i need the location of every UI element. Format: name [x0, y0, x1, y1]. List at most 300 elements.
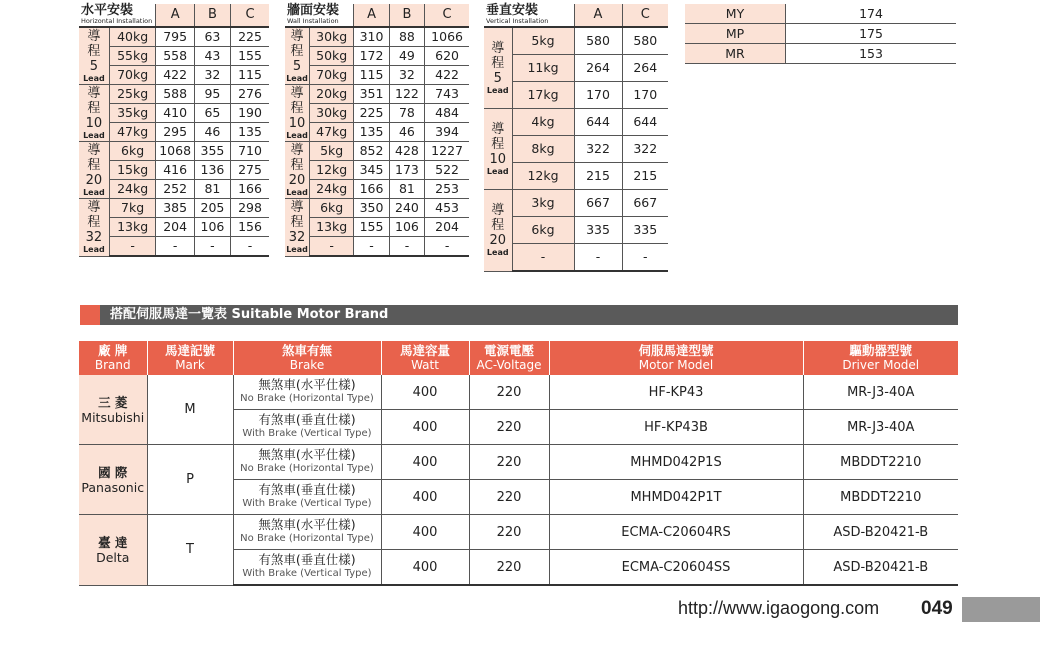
voltage-cell: 220: [469, 410, 549, 445]
lead-label-char: 導: [491, 41, 505, 56]
value-cell-c: 166: [231, 180, 270, 199]
moment-value: 175: [786, 24, 957, 44]
load-weight-cell: 30kg: [310, 104, 354, 123]
brake-zh: 有煞車(垂直仕樣): [258, 482, 356, 497]
column-header: A: [574, 4, 622, 27]
value-cell-a: 310: [354, 27, 389, 47]
lead-unit-label: Lead: [486, 86, 509, 95]
lead-unit-label: Lead: [286, 74, 308, 83]
value-cell-c: 204: [425, 218, 469, 237]
column-header: C: [425, 4, 469, 27]
section-title: 搭配伺服馬達一覽表 Suitable Motor Brand: [110, 307, 389, 322]
brand-name-zh: 國 際: [98, 464, 128, 480]
value-cell-a: 644: [574, 109, 622, 136]
brake-cell: [233, 550, 381, 586]
value-cell-a: -: [354, 237, 389, 257]
value-cell-a: 345: [354, 161, 389, 180]
value-cell-b: 32: [389, 66, 424, 85]
load-weight-cell: 25kg: [109, 85, 156, 104]
value-cell-a: 795: [156, 27, 194, 47]
driver-model-cell: MR-J3-40A: [803, 375, 958, 410]
table-row: [285, 27, 469, 47]
value-cell-c: -: [425, 237, 469, 257]
lead-label-char: 程: [290, 101, 304, 116]
table-title-cell: [285, 4, 354, 27]
motor-model-cell: ECMA-C20604RS: [549, 515, 803, 550]
value-cell-a: 385: [156, 199, 194, 218]
load-weight-cell: 5kg: [310, 142, 354, 161]
value-cell-c: 394: [425, 123, 469, 142]
brake-zh: 有煞車(垂直仕樣): [258, 552, 356, 567]
voltage-cell: 220: [469, 375, 549, 410]
load-weight-cell: 17kg: [512, 82, 574, 109]
lead-label-char: 程: [491, 56, 505, 71]
watt-cell: 400: [381, 550, 469, 586]
value-cell-a: 115: [354, 66, 389, 85]
value-cell-c: 276: [231, 85, 270, 104]
lead-label-char: 程: [87, 215, 101, 231]
table-row: [285, 161, 469, 180]
lead-label-char: 20: [489, 233, 507, 249]
lead-label-char: 10: [489, 152, 507, 167]
brake-zh: 無煞車(水平仕樣): [258, 447, 356, 462]
load-weight-cell: 12kg: [512, 163, 574, 190]
watt-cell: 400: [381, 515, 469, 550]
table-row: [285, 142, 469, 161]
table-subtitle: Horizontal Installation: [81, 17, 153, 25]
lead-unit-label: Lead: [83, 188, 105, 197]
load-weight-cell: 24kg: [109, 180, 156, 199]
value-cell-c: 1066: [425, 27, 469, 47]
moment-table: [685, 4, 956, 64]
motor-brand-table: [79, 341, 958, 586]
lead-group-cell: [484, 109, 512, 190]
value-cell-a: 580: [574, 27, 622, 55]
value-cell-a: 204: [156, 218, 194, 237]
load-weight-cell: 7kg: [109, 199, 156, 218]
lead-group-cell: [79, 27, 109, 85]
moment-value: 153: [786, 44, 957, 64]
header-zh: 伺服馬達型號: [638, 343, 714, 358]
brand-cell: [79, 515, 147, 586]
load-weight-cell: 50kg: [310, 47, 354, 66]
voltage-cell: 220: [469, 515, 549, 550]
value-cell-a: 170: [574, 82, 622, 109]
moment-row: [685, 24, 956, 44]
lead-label-char: 導: [290, 29, 304, 44]
lead-label-char: 20: [288, 173, 306, 188]
table-row: [285, 47, 469, 66]
value-cell-c: 484: [425, 104, 469, 123]
moment-label: MP: [685, 24, 786, 44]
table-title-cell: [484, 4, 574, 27]
load-weight-cell: -: [109, 237, 156, 257]
load-weight-cell: 3kg: [512, 190, 574, 217]
value-cell-b: 46: [389, 123, 424, 142]
watt-cell: 400: [381, 410, 469, 445]
table-title-cell: [79, 4, 156, 27]
lead-label-char: 程: [290, 44, 304, 59]
value-cell-a: 852: [354, 142, 389, 161]
brake-zh: 無煞車(水平仕樣): [258, 377, 356, 392]
lead-label-char: 10: [85, 116, 103, 131]
value-cell-b: 65: [194, 104, 230, 123]
value-cell-a: 172: [354, 47, 389, 66]
value-cell-c: 453: [425, 199, 469, 218]
moment-label: MR: [685, 44, 786, 64]
load-weight-cell: 12kg: [310, 161, 354, 180]
motor-table-row: [79, 445, 958, 480]
brake-cell: [233, 410, 381, 445]
lead-label-char: 程: [290, 215, 304, 231]
lead-unit-label: Lead: [83, 245, 105, 255]
value-cell-b: 136: [194, 161, 230, 180]
lead-label-char: 20: [85, 173, 103, 188]
lead-group-cell: [285, 27, 310, 85]
header-en: Motor Model: [638, 358, 714, 372]
value-cell-b: 355: [194, 142, 230, 161]
motor-model-cell: HF-KP43: [549, 375, 803, 410]
header-en: Mark: [175, 358, 205, 372]
value-cell-b: 88: [389, 27, 424, 47]
load-weight-cell: 4kg: [512, 109, 574, 136]
value-cell-a: 225: [354, 104, 389, 123]
table-row: [79, 142, 269, 161]
header-en: Driver Model: [842, 358, 920, 372]
lead-unit-label: Lead: [286, 131, 308, 140]
value-cell-c: 115: [231, 66, 270, 85]
table-row: [285, 123, 469, 142]
motor-model-cell: ECMA-C20604SS: [549, 550, 803, 586]
header-en: Watt: [411, 358, 439, 372]
value-cell-c: 620: [425, 47, 469, 66]
value-cell-c: 156: [231, 218, 270, 237]
page-tab-bar: [962, 597, 1040, 622]
watt-cell: 400: [381, 480, 469, 515]
header-en: AC-Voltage: [476, 358, 542, 372]
table-row: [79, 85, 269, 104]
section-header-bar: [80, 305, 958, 325]
value-cell-c: -: [622, 244, 668, 272]
lead-unit-label: Lead: [286, 188, 308, 197]
page-number: 049: [921, 598, 953, 619]
value-cell-b: 205: [194, 199, 230, 218]
motor-table-header: [147, 341, 233, 375]
column-header: B: [194, 4, 230, 27]
value-cell-a: 1068: [156, 142, 194, 161]
motor-model-cell: MHMD042P1T: [549, 480, 803, 515]
value-cell-b: -: [389, 237, 424, 257]
lead-label-char: 導: [87, 143, 101, 158]
table-row: [484, 163, 668, 190]
load-weight-cell: 8kg: [512, 136, 574, 163]
motor-table-header: [549, 341, 803, 375]
value-cell-c: -: [231, 237, 270, 257]
value-cell-a: 264: [574, 55, 622, 82]
lead-group-cell: [484, 190, 512, 272]
lead-label-char: 程: [87, 158, 101, 173]
brake-en: No Brake (Horizontal Type): [240, 393, 374, 404]
horizontal-load-table: [79, 4, 269, 257]
moment-value: 174: [786, 4, 957, 24]
brake-zh: 無煞車(水平仕樣): [258, 517, 356, 532]
motor-table-row: [79, 515, 958, 550]
load-weight-cell: 11kg: [512, 55, 574, 82]
column-header: B: [389, 4, 424, 27]
brand-cell: [79, 445, 147, 515]
lead-label-char: 5: [89, 59, 99, 74]
lead-label-char: 導: [290, 86, 304, 101]
lead-label-char: 導: [491, 122, 505, 137]
brake-en: With Brake (Vertical Type): [242, 428, 372, 439]
table-row: [484, 55, 668, 82]
table-row: [285, 180, 469, 199]
moment-row: [685, 4, 956, 24]
value-cell-c: 743: [425, 85, 469, 104]
footer-url[interactable]: http://www.igaogong.com: [678, 598, 880, 618]
lead-label-char: 程: [491, 218, 505, 234]
watt-cell: 400: [381, 445, 469, 480]
header-zh: 馬達記號: [164, 343, 215, 358]
brake-en: No Brake (Horizontal Type): [240, 463, 374, 474]
value-cell-b: 81: [194, 180, 230, 199]
table-header-row: [79, 4, 269, 27]
load-weight-cell: 30kg: [310, 27, 354, 47]
brand-name-zh: 臺 達: [98, 534, 128, 550]
load-weight-cell: 24kg: [310, 180, 354, 199]
value-cell-c: 253: [425, 180, 469, 199]
header-zh: 驅動器型號: [849, 343, 912, 358]
value-cell-a: 335: [574, 217, 622, 244]
load-weight-cell: 5kg: [512, 27, 574, 55]
header-zh: 電源電壓: [483, 343, 534, 358]
value-cell-b: 95: [194, 85, 230, 104]
value-cell-a: 215: [574, 163, 622, 190]
column-header: A: [354, 4, 389, 27]
value-cell-c: 522: [425, 161, 469, 180]
table-row: [285, 66, 469, 85]
load-weight-cell: 47kg: [310, 123, 354, 142]
value-cell-c: 1227: [425, 142, 469, 161]
brake-zh: 有煞車(垂直仕樣): [258, 412, 356, 427]
header-en: Brand: [94, 358, 131, 372]
lead-label-char: 程: [87, 44, 101, 59]
table-row: [285, 104, 469, 123]
driver-model-cell: MR-J3-40A: [803, 410, 958, 445]
brand-name-en: Panasonic: [81, 479, 145, 495]
value-cell-a: 351: [354, 85, 389, 104]
motor-table-header: [233, 341, 381, 375]
table-row: [484, 136, 668, 163]
lead-group-cell: [79, 142, 109, 199]
load-weight-cell: -: [310, 237, 354, 257]
lead-label-char: 導: [491, 203, 505, 219]
load-weight-cell: 35kg: [109, 104, 156, 123]
motor-table-header-row: [79, 341, 958, 375]
driver-model-cell: ASD-B20421-B: [803, 550, 958, 586]
header-zh: 廠 牌: [98, 343, 128, 358]
load-weight-cell: 20kg: [310, 85, 354, 104]
value-cell-a: 166: [354, 180, 389, 199]
lead-label-char: 5: [292, 59, 302, 74]
load-weight-cell: 6kg: [310, 199, 354, 218]
column-header: C: [231, 4, 270, 27]
value-cell-c: 215: [622, 163, 668, 190]
value-cell-a: 416: [156, 161, 194, 180]
lead-label-char: 導: [87, 200, 101, 216]
value-cell-a: 588: [156, 85, 194, 104]
column-header: A: [156, 4, 194, 27]
lead-label-char: 10: [288, 116, 306, 131]
load-weight-cell: 47kg: [109, 123, 156, 142]
table-subtitle: Wall Installation: [287, 17, 339, 25]
table-header-row: [484, 4, 668, 27]
lead-label-char: 程: [87, 101, 101, 116]
value-cell-c: 190: [231, 104, 270, 123]
value-cell-a: 155: [354, 218, 389, 237]
voltage-cell: 220: [469, 480, 549, 515]
moment-row: [685, 44, 956, 64]
header-en: Brake: [289, 358, 325, 372]
brake-en: No Brake (Horizontal Type): [240, 533, 374, 544]
lead-label-char: 程: [491, 137, 505, 152]
value-cell-a: -: [574, 244, 622, 272]
value-cell-a: 252: [156, 180, 194, 199]
motor-mark-cell: T: [147, 515, 233, 586]
value-cell-a: 422: [156, 66, 194, 85]
value-cell-b: 428: [389, 142, 424, 161]
value-cell-c: 275: [231, 161, 270, 180]
column-header: C: [622, 4, 668, 27]
value-cell-a: 410: [156, 104, 194, 123]
load-weight-cell: 6kg: [109, 142, 156, 161]
value-cell-a: -: [156, 237, 194, 257]
value-cell-b: 106: [194, 218, 230, 237]
load-weight-cell: 6kg: [512, 217, 574, 244]
value-cell-c: 155: [231, 47, 270, 66]
lead-unit-label: Lead: [286, 245, 308, 255]
value-cell-a: 350: [354, 199, 389, 218]
value-cell-c: 225: [231, 27, 270, 47]
table-row: [79, 199, 269, 218]
table-title: 垂直安裝: [486, 3, 539, 18]
table-row: [285, 85, 469, 104]
brake-cell: [233, 515, 381, 550]
load-weight-cell: 55kg: [109, 47, 156, 66]
brake-en: With Brake (Vertical Type): [242, 568, 372, 579]
table-row: [484, 217, 668, 244]
table-row: [484, 109, 668, 136]
lead-group-cell: [484, 27, 512, 109]
value-cell-c: 580: [622, 27, 668, 55]
table-title: 水平安裝: [81, 3, 134, 18]
value-cell-c: 710: [231, 142, 270, 161]
table-row: [285, 199, 469, 218]
table-subtitle: Vertical Installation: [486, 17, 549, 25]
value-cell-b: 240: [389, 199, 424, 218]
value-cell-a: 558: [156, 47, 194, 66]
driver-model-cell: ASD-B20421-B: [803, 515, 958, 550]
value-cell-b: 81: [389, 180, 424, 199]
load-weight-cell: 40kg: [109, 27, 156, 47]
voltage-cell: 220: [469, 445, 549, 480]
lead-group-cell: [285, 142, 310, 199]
motor-table-row: [79, 375, 958, 410]
lead-label-char: 程: [290, 158, 304, 173]
voltage-cell: 220: [469, 550, 549, 586]
table-row: [484, 244, 668, 272]
load-weight-cell: 15kg: [109, 161, 156, 180]
motor-table-header: [381, 341, 469, 375]
value-cell-c: 422: [425, 66, 469, 85]
lead-label-char: 32: [85, 230, 103, 246]
motor-table-header: [469, 341, 549, 375]
lead-group-cell: [79, 85, 109, 142]
wall-load-table: [285, 4, 469, 257]
value-cell-b: 49: [389, 47, 424, 66]
brand-cell: [79, 375, 147, 445]
value-cell-c: 298: [231, 199, 270, 218]
lead-unit-label: Lead: [486, 248, 509, 258]
brake-en: With Brake (Vertical Type): [242, 498, 372, 509]
value-cell-b: 63: [194, 27, 230, 47]
motor-model-cell: MHMD042P1S: [549, 445, 803, 480]
brake-cell: [233, 375, 381, 410]
value-cell-c: 264: [622, 55, 668, 82]
driver-model-cell: MBDDT2210: [803, 445, 958, 480]
lead-unit-label: Lead: [83, 131, 105, 140]
value-cell-b: 78: [389, 104, 424, 123]
table-header-row: [285, 4, 469, 27]
lead-label-char: 5: [493, 71, 502, 86]
lead-label-char: 導: [87, 29, 101, 44]
motor-table-header: [79, 341, 147, 375]
brake-cell: [233, 480, 381, 515]
motor-mark-cell: P: [147, 445, 233, 515]
value-cell-b: 106: [389, 218, 424, 237]
driver-model-cell: MBDDT2210: [803, 480, 958, 515]
value-cell-b: 32: [194, 66, 230, 85]
lead-label-char: 導: [290, 200, 304, 216]
lead-label-char: 導: [290, 143, 304, 158]
load-weight-cell: -: [512, 244, 574, 272]
table-row: [484, 27, 668, 55]
value-cell-c: 322: [622, 136, 668, 163]
section-accent-block: [80, 305, 100, 325]
value-cell-c: 667: [622, 190, 668, 217]
table-row: [285, 237, 469, 257]
value-cell-b: 122: [389, 85, 424, 104]
lead-unit-label: Lead: [486, 167, 509, 176]
moment-label: MY: [685, 4, 786, 24]
motor-mark-cell: M: [147, 375, 233, 445]
value-cell-b: -: [194, 237, 230, 257]
brake-cell: [233, 445, 381, 480]
load-weight-cell: 70kg: [109, 66, 156, 85]
value-cell-c: 135: [231, 123, 270, 142]
header-zh: 煞車有無: [281, 343, 332, 358]
value-cell-c: 644: [622, 109, 668, 136]
table-title: 牆面安裝: [287, 3, 340, 18]
load-weight-cell: 13kg: [109, 218, 156, 237]
table-row: [484, 82, 668, 109]
lead-group-cell: [285, 199, 310, 257]
value-cell-c: 170: [622, 82, 668, 109]
brand-name-zh: 三 菱: [98, 394, 128, 410]
table-row: [79, 27, 269, 47]
value-cell-c: 335: [622, 217, 668, 244]
table-row: [484, 190, 668, 217]
